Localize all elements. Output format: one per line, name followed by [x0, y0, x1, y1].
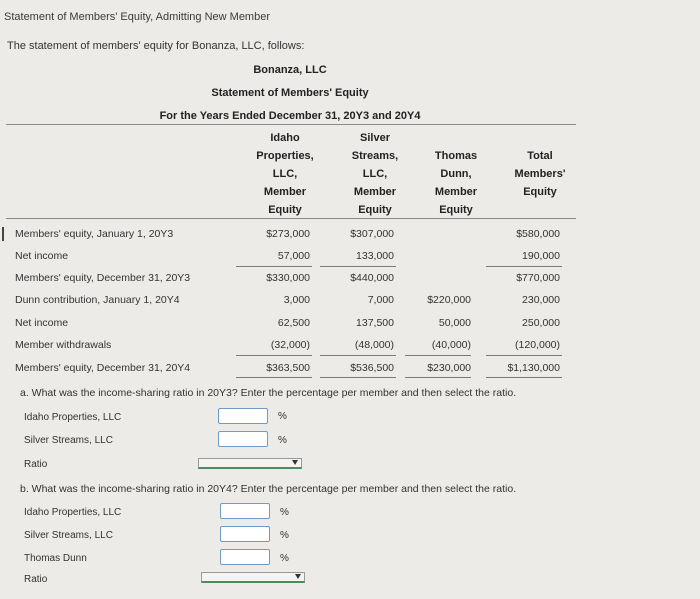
double-underline: [320, 377, 396, 378]
question-b-silver-label: Silver Streams, LLC: [24, 530, 113, 541]
percent-sign: %: [278, 435, 287, 446]
underline: [236, 266, 312, 267]
percent-sign: %: [280, 530, 289, 541]
column-header-line: Member: [434, 186, 478, 198]
statement-period: For the Years Ended December 31, 20Y3 and 20Y4: [159, 110, 421, 122]
cell-idaho: 3,000: [283, 294, 310, 306]
underline: [405, 355, 471, 356]
column-header-idaho: [250, 129, 320, 219]
cell-idaho: $363,500: [266, 362, 310, 374]
cell-silver: (48,000): [354, 339, 394, 351]
percent-sign: %: [278, 411, 287, 422]
cell-idaho: 62,500: [277, 317, 310, 329]
row-label: Net income: [15, 250, 69, 262]
underline: [486, 355, 562, 356]
column-header-line: Equity: [268, 204, 302, 216]
question-a-idaho-percent-input[interactable]: [218, 408, 268, 424]
cell-idaho: (32,000): [270, 339, 310, 351]
question-b-idaho-percent-input[interactable]: [220, 503, 270, 519]
cell-silver: $440,000: [350, 272, 394, 284]
column-header-line: Equity: [358, 204, 392, 216]
question-a-prompt: a. What was the income-sharing ratio in 20Y3? Enter the percentage per member and then select the ratio.: [20, 387, 517, 399]
column-header-line: Equity: [523, 186, 557, 198]
underline: [320, 355, 396, 356]
column-header-line: Dunn,: [440, 168, 472, 180]
cell-dunn: $230,000: [427, 362, 471, 374]
question-a-ratio-label: Ratio: [24, 459, 48, 470]
cell-dunn: (40,000): [431, 339, 471, 351]
underline: [320, 266, 396, 267]
row-label: Member withdrawals: [15, 339, 112, 351]
double-underline: [236, 377, 312, 378]
column-header-line: Member: [353, 186, 397, 198]
cell-silver: 137,500: [356, 317, 394, 329]
header-rule-bottom: [6, 218, 576, 219]
column-header-line: Properties,: [256, 150, 314, 162]
company-name: Bonanza, LLC: [253, 64, 327, 76]
question-b-ratio-label: Ratio: [24, 574, 48, 585]
cell-total: $1,130,000: [507, 362, 560, 374]
header-rule-top: [6, 124, 576, 125]
cell-silver: 133,000: [356, 250, 394, 262]
question-b-dunn-percent-input[interactable]: [220, 549, 270, 565]
chevron-down-icon: [292, 460, 298, 465]
chevron-down-icon: [295, 574, 301, 579]
cell-idaho: $273,000: [266, 228, 310, 240]
column-header-line: Idaho: [270, 132, 300, 144]
column-header-line: Members': [514, 168, 566, 180]
column-header-line: Thomas: [434, 150, 478, 162]
column-header-silver: [340, 129, 410, 219]
row-label: Net income: [15, 317, 69, 329]
cell-total: 230,000: [522, 294, 560, 306]
cell-silver: $307,000: [350, 228, 394, 240]
question-b-idaho-label: Idaho Properties, LLC: [24, 507, 122, 518]
underline: [236, 355, 312, 356]
percent-sign: %: [280, 553, 289, 564]
row-label: Dunn contribution, January 1, 20Y4: [15, 294, 180, 306]
cell-silver: $536,500: [350, 362, 394, 374]
question-a-silver-percent-input[interactable]: [218, 431, 268, 447]
column-header-total: [505, 147, 575, 201]
row-label: Members' equity, December 31, 20Y4: [15, 362, 191, 374]
column-header-line: LLC,: [362, 168, 388, 180]
cell-total: 190,000: [522, 250, 560, 262]
statement-name: Statement of Members' Equity: [211, 87, 369, 99]
percent-sign: %: [280, 507, 289, 518]
double-underline: [486, 377, 562, 378]
question-b-ratio-select[interactable]: [201, 572, 305, 583]
cell-total: (120,000): [515, 339, 560, 351]
cell-total: $580,000: [516, 228, 560, 240]
question-b-dunn-label: Thomas Dunn: [24, 553, 87, 564]
column-header-line: Total: [527, 150, 553, 162]
row-label: Members' equity, January 1, 20Y3: [15, 228, 174, 240]
cell-silver: 7,000: [367, 294, 394, 306]
cell-dunn: $220,000: [427, 294, 471, 306]
row-marker: [2, 227, 4, 241]
underline: [486, 266, 562, 267]
cell-idaho: $330,000: [266, 272, 310, 284]
column-header-line: LLC,: [272, 168, 298, 180]
page-title: Statement of Members' Equity, Admitting New Member: [4, 11, 270, 23]
cell-total: 250,000: [522, 317, 560, 329]
question-b-silver-percent-input[interactable]: [220, 526, 270, 542]
cell-dunn: 50,000: [438, 317, 471, 329]
question-a-idaho-label: Idaho Properties, LLC: [24, 412, 122, 423]
question-a-ratio-select[interactable]: [198, 458, 302, 469]
column-header-line: Silver: [360, 132, 390, 144]
intro-text: The statement of members' equity for Bonanza, LLC, follows:: [7, 40, 305, 52]
cell-total: $770,000: [516, 272, 560, 284]
cell-idaho: 57,000: [277, 250, 310, 262]
question-b-prompt: b. What was the income-sharing ratio in 20Y4? Enter the percentage per member and then select the ratio.: [20, 483, 517, 495]
column-header-line: Member: [263, 186, 307, 198]
row-label: Members' equity, December 31, 20Y3: [15, 272, 191, 284]
question-a-silver-label: Silver Streams, LLC: [24, 435, 113, 446]
column-header-line: Equity: [439, 204, 473, 216]
column-header-dunn: [421, 147, 491, 219]
column-header-line: Streams,: [351, 150, 399, 162]
double-underline: [405, 377, 471, 378]
